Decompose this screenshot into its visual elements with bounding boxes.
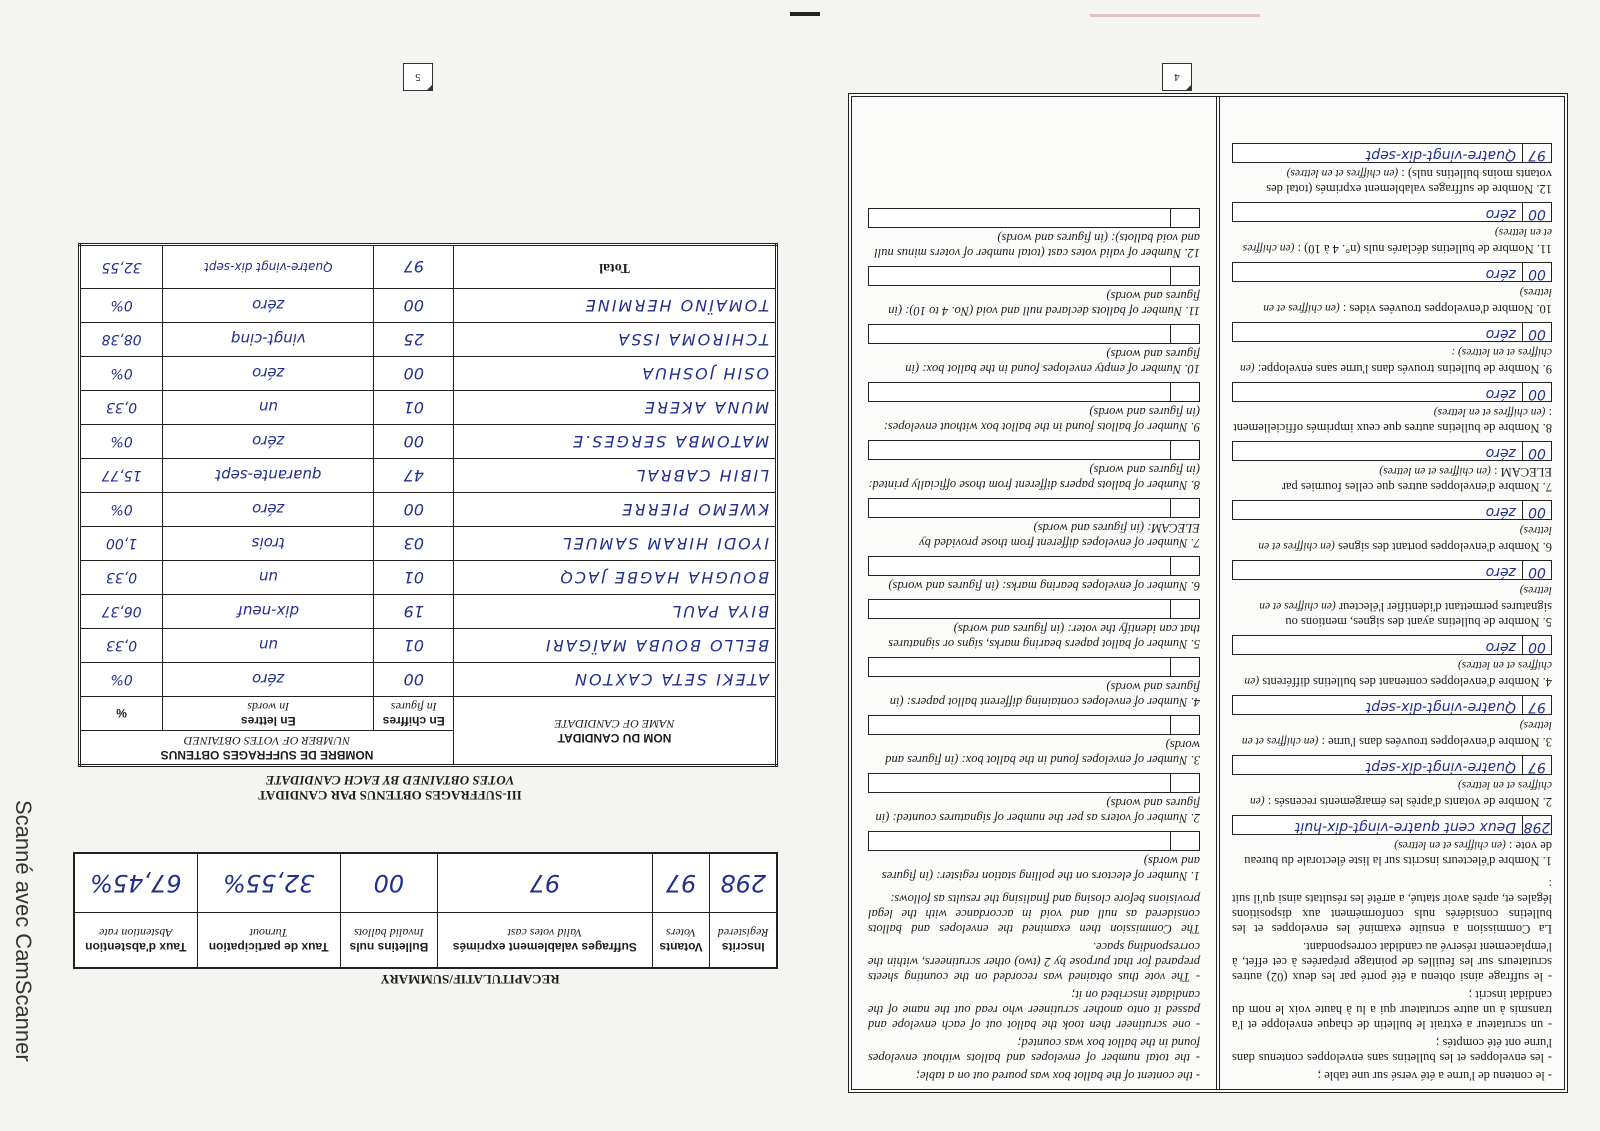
report-form: [848, 93, 1568, 1093]
summary-header: Taux de participation Turnout: [197, 913, 340, 969]
registered-value: 298: [710, 853, 777, 913]
item-11-en: 11. Number of ballots declared null and void (No. 4 to 10): (in figures and words): [868, 266, 1200, 318]
item-9: 9. Nombre de bulletins trouvés dans l'urne sans enveloppe: (en chiffres et en lettres) : 00 zéro: [1232, 322, 1552, 376]
answer-field[interactable]: 97 Quatre-vingt-dix-sept: [1232, 755, 1552, 775]
report-column-english: - the content of the ballot box was poured out on a table; - the total number of envelopes and ballots without envelopes found in the ballot box was counted; - one scrutineer then took the ballot out of each envelope and passed it onto another scrutineer who read out the name of the candidate inscribed on it; - The vote thus obtained was recorded on the counting sheets prepared for that purpose by 2 (two) other scrutineers, within the corresponding space. The Commission then examined the envelopes and ballots considered as null and void in accordance with the legal provisions before closing and finalising the results as follows: 1. Number of electors on the polling station register: (in figures and words) 2. Number of voters as per the number of signatures counted: (in figures and words) 3. Number of envelopes found in the ballot box: (in figures and words) 4. Number of envelopes containing different ballot papers: (in figures and words) 5. Number of ballot papers bearing marks, signs or signatures that can identify the voter: (in figures and words) 6. Number of envelopes bearing marks: (in figures and words) 7. Number of envelopes different from those provided by ELECAM: (in figures and words) 8. Number of ballots papers different from those officially printed: (in figures and words) 9. Number of ballots found in the ballot box without envelopes: (in figures and words) 10. Number of empty envelopes found in the ballot box: (in figures and words) 11. Number of ballots declared null and void (No. 4 to 10): (in figures and words) 12. Number of valid votes cast (total number of voters minus null and void ballots): (in figures and words): [856, 97, 1212, 1089]
item-6: 6. Nombre d'enveloppes portant des signes (en chiffres et en lettres) 00 zéro: [1232, 500, 1552, 554]
item-2: 2. Nombre de votants d'après les émargements recensés : (en chiffres et en lettres) 97 Quatre-vingt-dix-sept: [1232, 755, 1552, 809]
answer-field-empty[interactable]: [868, 657, 1200, 677]
answer-field-empty[interactable]: [868, 440, 1200, 460]
candidate-row: MUNA AKERE 01 un 0,33: [80, 391, 777, 425]
answer-field[interactable]: 00 zéro: [1232, 382, 1552, 402]
answer-field-empty[interactable]: [868, 773, 1200, 793]
answer-field[interactable]: 00 zéro: [1232, 202, 1552, 222]
answer-field-empty[interactable]: [868, 498, 1200, 518]
answer-field[interactable]: 00 zéro: [1232, 441, 1552, 461]
answer-field[interactable]: 00 zéro: [1232, 560, 1552, 580]
answer-field[interactable]: 97 Quatre-vingt-dix-sept: [1232, 695, 1552, 715]
answer-field-empty[interactable]: [868, 556, 1200, 576]
item-12: 12. Nombre de suffrages valablement exprimés (total des votants moins bulletins nuls) : (en chiffres et en lettres) 97 Quatre-vingt-dix-sept: [1232, 143, 1552, 196]
summary-header: Suffrages valablement exprimés Valid votes cast: [438, 913, 652, 969]
valid-votes-value: 97: [438, 853, 652, 913]
summary-header: Votants Voters: [652, 913, 710, 969]
total-row: Total 97 Quatre-vingt dix-sept 32,55: [80, 245, 777, 289]
candidate-row: ATEKI SETA CAXTON 00 zéro 0%: [80, 663, 777, 697]
answer-field-empty[interactable]: [868, 208, 1200, 228]
page-number-left: 5: [403, 63, 433, 91]
item-5: 5. Nombre de bulletins ayant des signes, mentions ou signatures permettant d'identifier l'électeur (en chiffres et en lettres) 00 zéro: [1232, 560, 1552, 629]
item-2-en: 2. Number of voters as per the number of signatures counted: (in figures and words): [868, 773, 1200, 825]
answer-field-empty[interactable]: [868, 382, 1200, 402]
answer-field-empty[interactable]: [868, 831, 1200, 851]
header-words: En lettres In words: [163, 697, 374, 731]
candidate-row: MATOMBA SERGES.E 00 zéro 0%: [80, 425, 777, 459]
item-1: 1. Nombre d'électeurs inscrits sur la liste électorale du bureau de vote : (en chiffres et en lettres) 298 Deux cent quatre-vingt-dix-huit: [1232, 815, 1552, 868]
answer-field[interactable]: 298 Deux cent quatre-vingt-dix-huit: [1232, 815, 1552, 835]
report-column-french: - le contenu de l'urne a été versé sur une table ; - les enveloppes et les bulletins sans enveloppes contenus dans l'urne ont été comptés ; - un scrutateur a extrait le bulletin de chaque enveloppe et l'a transmis à un autre scrutateur qui a lu à haute voix le nom du candidat inscrit ; - le suffrage ainsi obtenu a été porté par les deux (02) autres scrutateurs sur les feuilles de pointage préparées à cet effet, à l'emplacement réservé au candidat correspondant. La Commission a ensuite examiné les enveloppes et les bulletins considérés nuls conformément aux dispositions légales et, après avoir statué, a arrêté les résultats ainsi qu'il suit : 1. Nombre d'électeurs inscrits sur la liste électorale du bureau de vote : (en chiffres et en lettres) 298 Deux cent quatre-vingt-dix-huit 2. Nombre de votants d'après les émargements recensés : (en chiffres et en lettres) 97 Quatre-vingt-dix-sept 3. Nombre d'enveloppes trouvées dans l'urne : (en chiffres et en lettres) 97 Quatre-vingt-dix-sept 4. Nombre d'enveloppes contenant des bulletins différents (en chiffres et en lettres) 00 zéro 5. Nombre de bulletins ayant des signes, mentions ou signatures permettant d'identifier l'électeur (en chiffres et en lettres) 00 zéro 6. Nombre d'enveloppes portant des signes (en chiffres et en lettres) 00 zéro 7. Nombre d'enveloppes autres que celles fournies par ELECAM : (en chiffres et en lettres) 00 zéro 8. Nombre de bulletins autres que ceux imprimés officiellement : (en chiffres et en lettres) 00 zéro 9. Nombre de bulletins trouvés dans l'urne sans enveloppe: (en chiffres et en lettres) : 00 zéro 10. Nombre d'enveloppes trouvées vides : (en chiffres et en lettres) 00 zéro 11. Nombre de bulletins déclarés nuls (n°. 4 à 10) : (en chiffres et en lettres) 00 zéro 12. Nombre de suffrages valablement exprimés (total des votants moins bulletins nuls) : (en chiffres et en lettres) 97 Quatre-vingt-dix-sept: [1216, 97, 1564, 1089]
candidate-row: TCHIROMA ISSA 25 vingt-cinq 08,38: [80, 323, 777, 357]
camscanner-watermark: Scanné avec CamScanner: [11, 800, 36, 1062]
invalid-ballots-value: 00: [340, 853, 437, 913]
item-4: 4. Nombre d'enveloppes contenant des bulletins différents (en chiffres et en lettres) 00 zéro: [1232, 635, 1552, 689]
item-8: 8. Nombre de bulletins autres que ceux imprimés officiellement : (en chiffres et en lettres) 00 zéro: [1232, 382, 1552, 435]
summary-header: Inscrits Registered: [710, 913, 777, 969]
page-number-right: 4: [1162, 63, 1192, 91]
candidate-row: BIYA PAUL 19 dix-neuf 06,37: [80, 595, 777, 629]
candidate-row: KWEMO PIERRE 00 zéro 0%: [80, 493, 777, 527]
candidates-section-title: III-SUFFRAGES OBTENUS PAR CANDIDAT VOTES OBTAINED BY EACH CANDIDATE: [258, 773, 522, 803]
summary-header: Bulletins nuls Invalid ballots: [340, 913, 437, 969]
item-5-en: 5. Number of ballot papers bearing marks, signs or signatures that can identify the voter: (in figures and words): [868, 599, 1200, 651]
item-11: 11. Nombre de bulletins déclarés nuls (n°. 4 à 10) : (en chiffres et en lettres) 00 zéro: [1232, 202, 1552, 256]
candidate-row: LIBIH CABRAL 47 quarante-sept 15,77: [80, 459, 777, 493]
answer-field[interactable]: 00 zéro: [1232, 635, 1552, 655]
item-8-en: 8. Number of ballots papers different from those officially printed: (in figures and words): [868, 440, 1200, 492]
header-candidate-name: NOM DU CANDIDAT NAME OF CANDIDATE: [454, 697, 777, 766]
answer-field-empty[interactable]: [868, 599, 1200, 619]
voters-value: 97: [652, 853, 710, 913]
answer-field[interactable]: 00 zéro: [1232, 322, 1552, 342]
candidate-row: OSIH JOSHUA 00 zéro 0%: [80, 357, 777, 391]
item-10: 10. Nombre d'enveloppes trouvées vides : (en chiffres et en lettres) 00 zéro: [1232, 262, 1552, 316]
item-1-en: 1. Number of electors on the polling station register: (in figures and words): [868, 831, 1200, 883]
item-6-en: 6. Number of envelopes bearing marks: (in figures and words): [868, 556, 1200, 593]
header-votes: NOMBRE DE SUFFRAGES OBTENUS NUMBER OF VOTES OBTAINED: [80, 731, 454, 766]
summary-header: Taux d'abstention Abstention rate: [74, 913, 197, 969]
item-12-en: 12. Number of valid votes cast (total number of voters minus null and void ballots): (in figures and words): [868, 208, 1200, 260]
header-figures: En chiffres In figures: [374, 697, 454, 731]
item-3-en: 3. Number of envelopes found in the ballot box: (in figures and words): [868, 715, 1200, 767]
summary-title: RECAPITULATIF/SUMMARY: [380, 972, 560, 987]
item-4-en: 4. Number of envelopes containing different ballot papers: (in figures and words): [868, 657, 1200, 709]
candidate-row: BOUGHA HAGBE JACQ 01 un 0,33: [80, 561, 777, 595]
candidates-table: [78, 243, 778, 767]
summary-table: [73, 852, 778, 969]
candidate-row: IYODI HIRAM SAMUEL 03 trois 1,00: [80, 527, 777, 561]
item-9-en: 9. Number of ballots found in the ballot box without envelopes: (in figures and words): [868, 382, 1200, 434]
item-3: 3. Nombre d'enveloppes trouvées dans l'urne : (en chiffres et en lettres) 97 Quatre-vingt-dix-sept: [1232, 695, 1552, 749]
header-percent: %: [80, 697, 163, 731]
answer-field[interactable]: 00 zéro: [1232, 262, 1552, 282]
answer-field-empty[interactable]: [868, 324, 1200, 344]
item-10-en: 10. Number of empty envelopes found in the ballot box: (in figures and words): [868, 324, 1200, 376]
candidate-row: TOMAÏNO HERMINE 00 zéro 0%: [80, 289, 777, 323]
abstention-value: 67,45%: [74, 853, 197, 913]
turnout-value: 32,55%: [197, 853, 340, 913]
item-7-en: 7. Number of envelopes different from those provided by ELECAM: (in figures and words): [868, 498, 1200, 550]
answer-field-empty[interactable]: [868, 266, 1200, 286]
answer-field-empty[interactable]: [868, 715, 1200, 735]
answer-field[interactable]: 00 zéro: [1232, 500, 1552, 520]
item-7: 7. Nombre d'enveloppes autres que celles fournies par ELECAM : (en chiffres et en lettres) 00 zéro: [1232, 441, 1552, 494]
answer-field[interactable]: 97 Quatre-vingt-dix-sept: [1232, 143, 1552, 163]
candidate-row: BELLO BOUBA MAÏGARI 01 un 0,33: [80, 629, 777, 663]
